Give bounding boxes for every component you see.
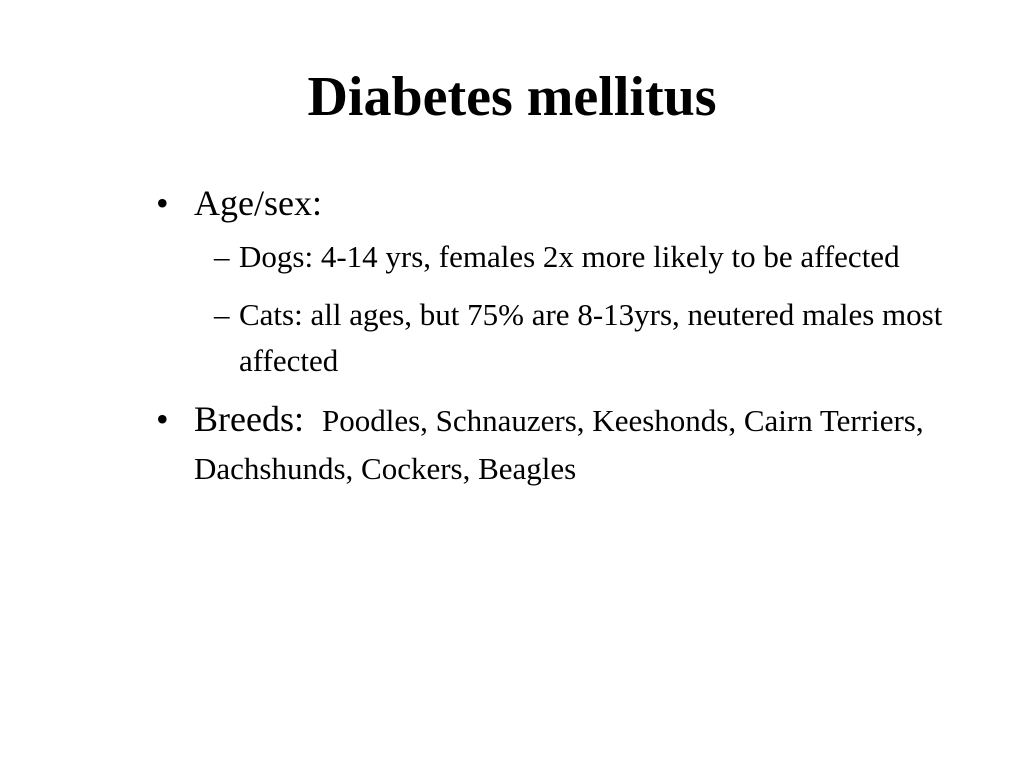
slide-title: Diabetes mellitus — [307, 66, 717, 128]
bullet-icon: • — [156, 399, 169, 439]
dash-icon: – — [214, 297, 230, 332]
sub-item-cats — [150, 292, 950, 384]
dash-icon: – — [214, 239, 230, 274]
bullet-text: Age/sex: — [194, 183, 322, 223]
bullet-age-sex — [150, 180, 950, 226]
bullet-lead: Breeds: — [194, 399, 304, 439]
sub-list — [150, 234, 950, 384]
bullet-icon: • — [156, 183, 169, 223]
bullet-breeds — [150, 396, 950, 492]
sub-item-text: Cats: all ages, but 75% are 8-13yrs, neutered males most affected — [239, 297, 943, 378]
bullet-text: Poodles, Schnauzers, Keeshonds, Cairn Terriers, Dachshunds, Cockers, Beagles — [194, 403, 924, 486]
slide-body — [150, 180, 950, 500]
sub-item-dogs — [150, 234, 950, 280]
sub-item-text: Dogs: 4-14 yrs, females 2x more likely to be affected — [239, 239, 900, 274]
